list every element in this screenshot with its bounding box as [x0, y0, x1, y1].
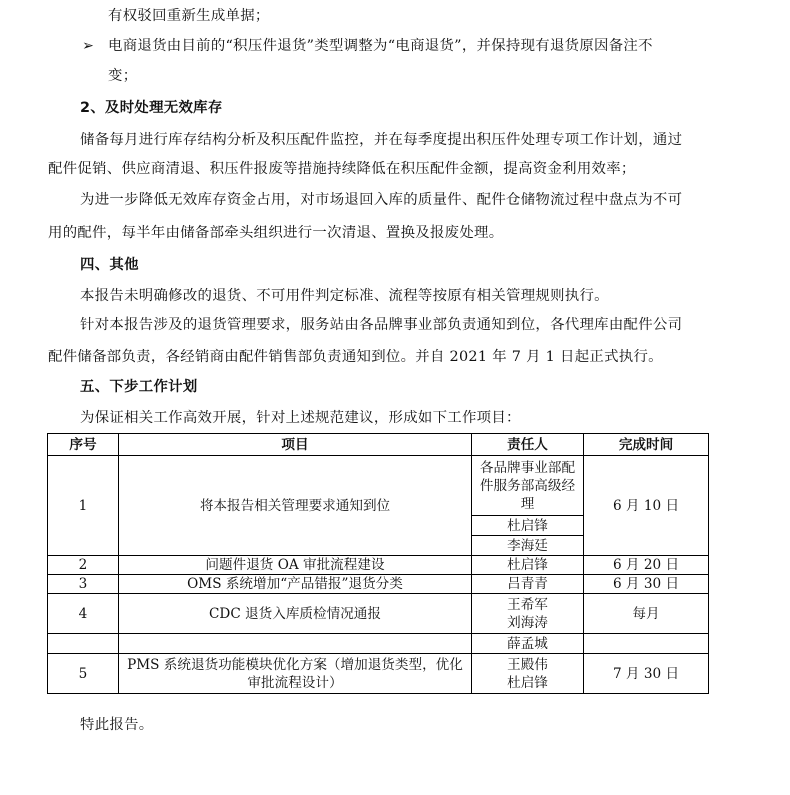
row-deadline: 6 月 20 日: [584, 556, 709, 575]
row-item: CDC 退货入库质检情况通报: [119, 594, 472, 634]
paragraph-2-line2: 用的配件，每半年由储备部牵头组织进行一次清退、置换及报废处理。: [48, 225, 504, 241]
row-deadline: 7 月 30 日: [584, 654, 709, 694]
row-owner-pair: [472, 654, 584, 694]
bullet-text-line1: 电商退货由目前的“积压件退货”类型调整为“电商退货”，并保持现有退货原因备注不: [108, 38, 653, 54]
row-no: 5: [48, 654, 119, 694]
row-no: 3: [48, 575, 119, 594]
row-owner: 李海廷: [472, 536, 584, 556]
section-heading-other: 四、其他: [80, 257, 139, 273]
table-row: [48, 456, 709, 516]
row-item: OMS 系统增加“产品错报”退货分类: [119, 575, 472, 594]
row-owner: 刘海涛: [507, 614, 548, 631]
header-item: 项目: [119, 434, 472, 456]
table-row: [48, 654, 709, 694]
table-row: [48, 594, 709, 634]
continued-bullet-text: 有权驳回重新生成单据；: [108, 8, 270, 24]
header-deadline: 完成时间: [584, 434, 709, 456]
row-owner: 杜启锋: [472, 516, 584, 536]
row-owner: 王殿伟: [507, 656, 548, 673]
row-deadline-empty: [584, 634, 709, 654]
paragraph-4-line1: 针对本报告涉及的退货管理要求，服务站由各品牌事业部负责通知到位，各代理库由配件公司: [80, 317, 683, 333]
row-owner-pair: [472, 594, 584, 634]
row-owner: 吕青青: [472, 575, 584, 594]
table-header-row: [48, 434, 709, 456]
row-owner: 杜启锋: [472, 556, 584, 575]
work-plan-table: [47, 433, 709, 694]
row-no: 4: [48, 594, 119, 634]
row-item-empty: [119, 634, 472, 654]
bullet-arrow-icon: ➢: [82, 38, 94, 54]
row-owner: 杜启锋: [507, 674, 548, 691]
table-row-sub: [48, 634, 709, 654]
row-owner: 各品牌事业部配件服务部高级经理: [472, 456, 584, 516]
paragraph-5-line1: 为保证相关工作高效开展，针对上述规范建议，形成如下工作项目：: [80, 410, 521, 426]
row-owner: 王希军: [507, 596, 548, 613]
paragraph-3-line1: 本报告未明确修改的退货、不可用件判定标准、流程等按原有相关管理规则执行。: [80, 288, 609, 304]
section-heading-plan: 五、下步工作计划: [80, 379, 198, 395]
row-owner: 薛孟城: [472, 634, 584, 654]
closing-text: 特此报告。: [80, 717, 154, 733]
row-item: 问题件退货 OA 审批流程建设: [119, 556, 472, 575]
header-owner: 责任人: [472, 434, 584, 456]
row-item: PMS 系统退货功能模块优化方案（增加退货类型，优化审批流程设计）: [119, 654, 472, 694]
paragraph-4-line2: 配件储备部负责，各经销商由配件销售部负责通知到位。并自 2021 年 7 月 1 日起正式执行。: [48, 349, 663, 365]
paragraph-1-line1: 储备每月进行库存结构分析及积压配件监控，并在每季度提出积压件处理专项工作计划，通过: [80, 132, 683, 148]
header-no: 序号: [48, 434, 119, 456]
row-no: 1: [48, 456, 119, 556]
row-no-empty: [48, 634, 119, 654]
paragraph-1-line2: 配件促销、供应商清退、积压件报废等措施持续降低在积压配件金额，提高资金利用效率；: [48, 161, 636, 177]
bullet-text-line2: 变；: [108, 68, 138, 84]
paragraph-2-line1: 为进一步降低无效库存资金占用，对市场退回入库的质量件、配件仓储物流过程中盘点为不可: [80, 192, 683, 208]
row-no: 2: [48, 556, 119, 575]
section-heading-inventory: 2、及时处理无效库存: [80, 100, 223, 116]
row-item: 将本报告相关管理要求通知到位: [119, 456, 472, 556]
row-deadline: 每月: [584, 594, 709, 634]
row-deadline: 6 月 10 日: [584, 456, 709, 556]
table-row: [48, 556, 709, 575]
row-deadline: 6 月 30 日: [584, 575, 709, 594]
table-row: [48, 575, 709, 594]
